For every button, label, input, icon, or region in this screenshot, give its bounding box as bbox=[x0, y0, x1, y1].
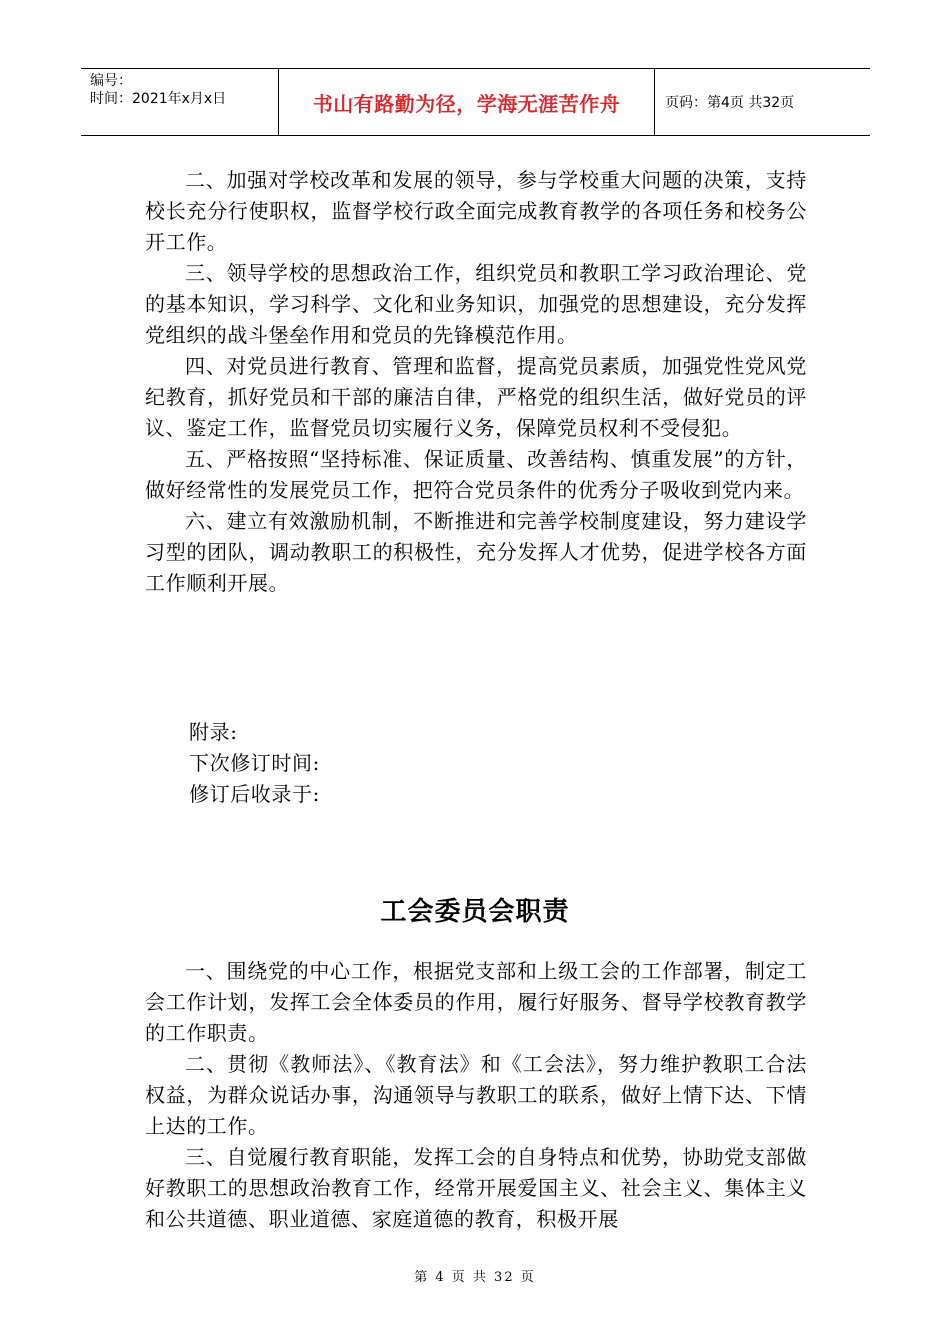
paragraph: 四、对党员进行教育、管理和监督，提高党员素质，加强党性党风党纪教育，抓好党员和干部的廉洁自律，严格党的组织生活，做好党员的评议、鉴定工作，监督党员切实履行义务，保障党员权利不受侵犯。 bbox=[145, 354, 807, 440]
header-meta-cell bbox=[81, 69, 279, 135]
paragraph: 三、自觉履行教育职能，发挥工会的自身特点和优势，协助党支部做好教职工的思想政治教育工作，经常开展爱国主义、社会主义、集体主义和公共道德、职业道德、家庭道德的教育，积极开展 bbox=[145, 1145, 807, 1231]
document-number-label: 编号： bbox=[90, 73, 132, 89]
appendix-label: 附录: bbox=[189, 720, 238, 744]
header-motto-cell bbox=[279, 69, 655, 135]
appendix-block bbox=[189, 717, 320, 810]
header-page-info: 页码：第4页 共32页 bbox=[665, 95, 795, 111]
paragraph: 一、围绕党的中心工作，根据党支部和上级工会的工作部署，制定工会工作计划，发挥工会全体委员的作用，履行好服务、督导学校教育教学的工作职责。 bbox=[145, 959, 807, 1045]
document-time-label: 时间：2021年x月x日 bbox=[90, 91, 227, 107]
paragraph: 三、领导学校的思想政治工作，组织党员和教职工学习政治理论、党的基本知识，学习科学、文化和业务知识，加强党的思想建设，充分发挥党组织的战斗堡垒作用和党员的先锋模范作用。 bbox=[145, 261, 807, 347]
filed-in-label: 修订后收录于: bbox=[189, 782, 320, 806]
union-duties-body bbox=[145, 956, 807, 1235]
page-footer: 第 4 页 共 32 页 bbox=[414, 1270, 536, 1285]
header-page-cell bbox=[655, 69, 870, 135]
document-header bbox=[81, 68, 870, 136]
header-motto: 书山有路勤为径，学海无涯苦作舟 bbox=[312, 91, 621, 116]
paragraph: 二、贯彻《教师法》、《教育法》和《工会法》，努力维护教职工合法权益，为群众说话办事，沟通领导与教职工的联系，做好上情下达、下情上达的工作。 bbox=[145, 1052, 807, 1138]
paragraph: 二、加强对学校改革和发展的领导，参与学校重大问题的决策，支持校长充分行使职权，监督学校行政全面完成教育教学的各项任务和校务公开工作。 bbox=[145, 168, 807, 254]
next-revision-label: 下次修订时间: bbox=[189, 751, 320, 775]
party-duties-body bbox=[145, 165, 807, 599]
paragraph: 六、建立有效激励机制，不断推进和完善学校制度建设，努力建设学习型的团队，调动教职工的积极性，充分发挥人才优势，促进学校各方面工作顺利开展。 bbox=[145, 509, 807, 595]
paragraph: 五、严格按照“坚持标准、保证质量、改善结构、慎重发展”的方针，做好经常性的发展党员工作，把符合党员条件的优秀分子吸收到党内来。 bbox=[145, 447, 807, 502]
section-title: 工会委员会职责 bbox=[380, 897, 570, 927]
